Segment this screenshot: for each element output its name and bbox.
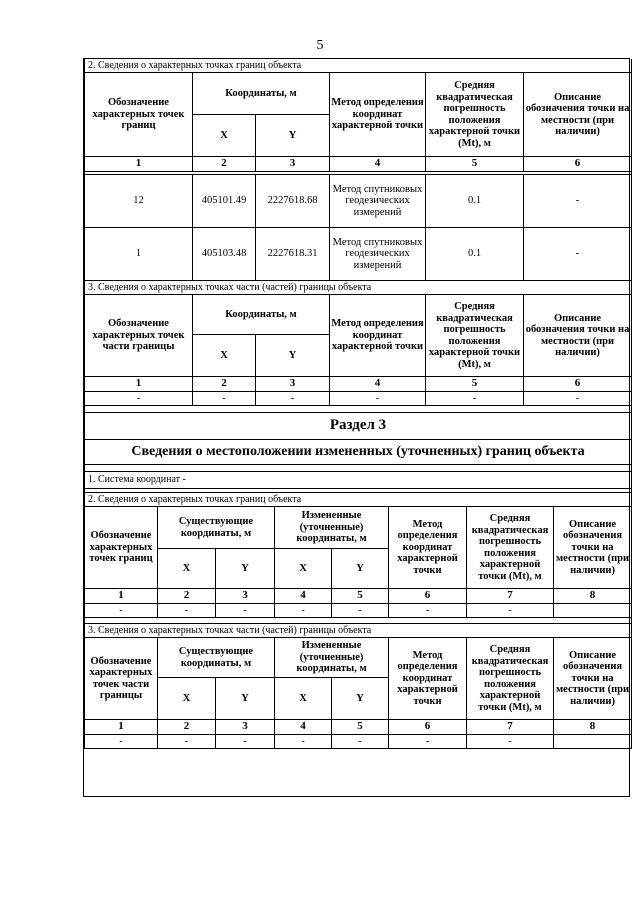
- header-x: X: [275, 678, 332, 720]
- column-number: 1: [85, 720, 158, 735]
- header-description: Описание обозначения точки на местности (при наличии): [554, 638, 632, 720]
- header-designation: Обозначение характерных точек границ: [85, 73, 193, 157]
- part-points-caption: 3. Сведения о характерных точках части (частей) границы объекта: [85, 281, 632, 295]
- column-number: 3: [216, 589, 275, 604]
- coordinate-system-caption: 1. Система координат -: [85, 472, 632, 489]
- column-number: 2: [158, 589, 216, 604]
- coord-y: 2227618.31: [256, 228, 330, 281]
- boundary-points-table: [84, 59, 632, 493]
- coord-x: 405101.49: [193, 175, 256, 228]
- column-number: 4: [330, 377, 426, 392]
- column-number: 7: [467, 720, 554, 735]
- empty-cell: -: [216, 604, 275, 618]
- method: Метод спутниковых геодезических измерений: [330, 228, 426, 281]
- column-number: 4: [275, 589, 332, 604]
- header-method: Метод определения координат характерной точки: [389, 638, 467, 720]
- description-value: -: [524, 228, 632, 281]
- empty-cell: -: [158, 604, 216, 618]
- table-row: [85, 228, 632, 281]
- header-x: X: [193, 335, 256, 377]
- header-changed-coordinates: Измененные (уточненные) координаты, м: [275, 638, 389, 678]
- empty-cell: -: [85, 735, 158, 749]
- column-number: 6: [524, 157, 632, 172]
- empty-cell: -: [216, 735, 275, 749]
- section-title: Раздел 3: [85, 413, 632, 440]
- empty-cell: -: [158, 735, 216, 749]
- column-number: 3: [256, 157, 330, 172]
- header-x: X: [158, 549, 216, 589]
- table-row: [85, 175, 632, 228]
- empty-cell: -: [426, 392, 524, 406]
- empty-cell: -: [467, 604, 554, 618]
- header-method: Метод определения координат характерной точки: [330, 73, 426, 157]
- header-accuracy: Средняя квадратическая погрешность положения характерной точки (Mt), м: [467, 507, 554, 589]
- changed-boundary-points-table: [84, 493, 632, 749]
- empty-cell: -: [332, 604, 389, 618]
- empty-cell: -: [330, 392, 426, 406]
- column-number: 5: [332, 720, 389, 735]
- header-existing-coordinates: Существующие координаты, м: [158, 638, 275, 678]
- empty-cell: -: [524, 392, 632, 406]
- header-coordinates: Координаты, м: [193, 295, 330, 335]
- changed-part-points-caption: 3. Сведения о характерных точках части (частей) границы объекта: [85, 624, 632, 638]
- method: Метод спутниковых геодезических измерений: [330, 175, 426, 228]
- header-designation: Обозначение характерных точек части границы: [85, 295, 193, 377]
- empty-cell: -: [467, 735, 554, 749]
- section-subtitle: Сведения о местоположении измененных (уточненных) границ объекта: [85, 440, 632, 465]
- header-designation: Обозначение характерных точек границ: [85, 507, 158, 589]
- table-row: [85, 392, 632, 406]
- column-number: 3: [256, 377, 330, 392]
- empty-cell: [554, 735, 632, 749]
- header-method: Метод определения координат характерной точки: [330, 295, 426, 377]
- coord-y: 2227618.68: [256, 175, 330, 228]
- column-number: 8: [554, 720, 632, 735]
- column-number: 4: [275, 720, 332, 735]
- empty-cell: -: [275, 735, 332, 749]
- header-description: Описание обозначения точки на местности (при наличии): [524, 73, 632, 157]
- empty-cell: [554, 604, 632, 618]
- column-number: 5: [426, 157, 524, 172]
- header-x: X: [193, 115, 256, 157]
- header-y: Y: [332, 549, 389, 589]
- empty-cell: -: [85, 604, 158, 618]
- header-y: Y: [216, 678, 275, 720]
- column-number: 2: [193, 377, 256, 392]
- document-frame: [83, 58, 630, 797]
- table-row: [85, 735, 632, 749]
- column-number: 7: [467, 589, 554, 604]
- point-number: 12: [85, 175, 193, 228]
- column-number: 2: [193, 157, 256, 172]
- changed-boundary-points-caption: 2. Сведения о характерных точках границ объекта: [85, 493, 632, 507]
- header-coordinates: Координаты, м: [193, 73, 330, 115]
- empty-cell: -: [193, 392, 256, 406]
- column-number: 6: [524, 377, 632, 392]
- column-number: 1: [85, 377, 193, 392]
- header-accuracy: Средняя квадратическая погрешность положения характерной точки (Mt), м: [467, 638, 554, 720]
- column-number: 4: [330, 157, 426, 172]
- table-row: [85, 604, 632, 618]
- description-value: -: [524, 175, 632, 228]
- header-y: Y: [216, 549, 275, 589]
- column-number-row: [85, 377, 632, 392]
- empty-cell: -: [275, 604, 332, 618]
- empty-cell: -: [389, 604, 467, 618]
- header-accuracy: Средняя квадратическая погрешность положения характерной точки (Mt), м: [426, 295, 524, 377]
- header-existing-coordinates: Существующие координаты, м: [158, 507, 275, 549]
- header-accuracy: Средняя квадратическая погрешность положения характерной точки (Mt), м: [426, 73, 524, 157]
- column-number: 2: [158, 720, 216, 735]
- empty-cell: -: [85, 392, 193, 406]
- header-description: Описание обозначения точки на местности (при наличии): [524, 295, 632, 377]
- accuracy-value: 0.1: [426, 175, 524, 228]
- column-number: 3: [216, 720, 275, 735]
- column-number: 1: [85, 589, 158, 604]
- empty-cell: -: [256, 392, 330, 406]
- point-number: 1: [85, 228, 193, 281]
- column-number: 6: [389, 720, 467, 735]
- empty-cell: -: [332, 735, 389, 749]
- header-x: X: [275, 549, 332, 589]
- boundary-points-caption: 2. Сведения о характерных точках границ объекта: [85, 59, 632, 73]
- column-number-row: [85, 157, 632, 172]
- header-x: X: [158, 678, 216, 720]
- column-number-row: [85, 589, 632, 604]
- column-number: 5: [332, 589, 389, 604]
- coord-x: 405103.48: [193, 228, 256, 281]
- page-number: 5: [316, 38, 324, 53]
- header-designation: Обозначение характерных точек части границы: [85, 638, 158, 720]
- header-y: Y: [256, 335, 330, 377]
- header-method: Метод определения координат характерной точки: [389, 507, 467, 589]
- header-changed-coordinates: Измененные (уточненные) координаты, м: [275, 507, 389, 549]
- header-y: Y: [332, 678, 389, 720]
- column-number: 6: [389, 589, 467, 604]
- empty-cell: -: [389, 735, 467, 749]
- column-number: 1: [85, 157, 193, 172]
- header-description: Описание обозначения точки на местности (при наличии): [554, 507, 632, 589]
- column-number-row: [85, 720, 632, 735]
- accuracy-value: 0.1: [426, 228, 524, 281]
- column-number: 8: [554, 589, 632, 604]
- header-y: Y: [256, 115, 330, 157]
- column-number: 5: [426, 377, 524, 392]
